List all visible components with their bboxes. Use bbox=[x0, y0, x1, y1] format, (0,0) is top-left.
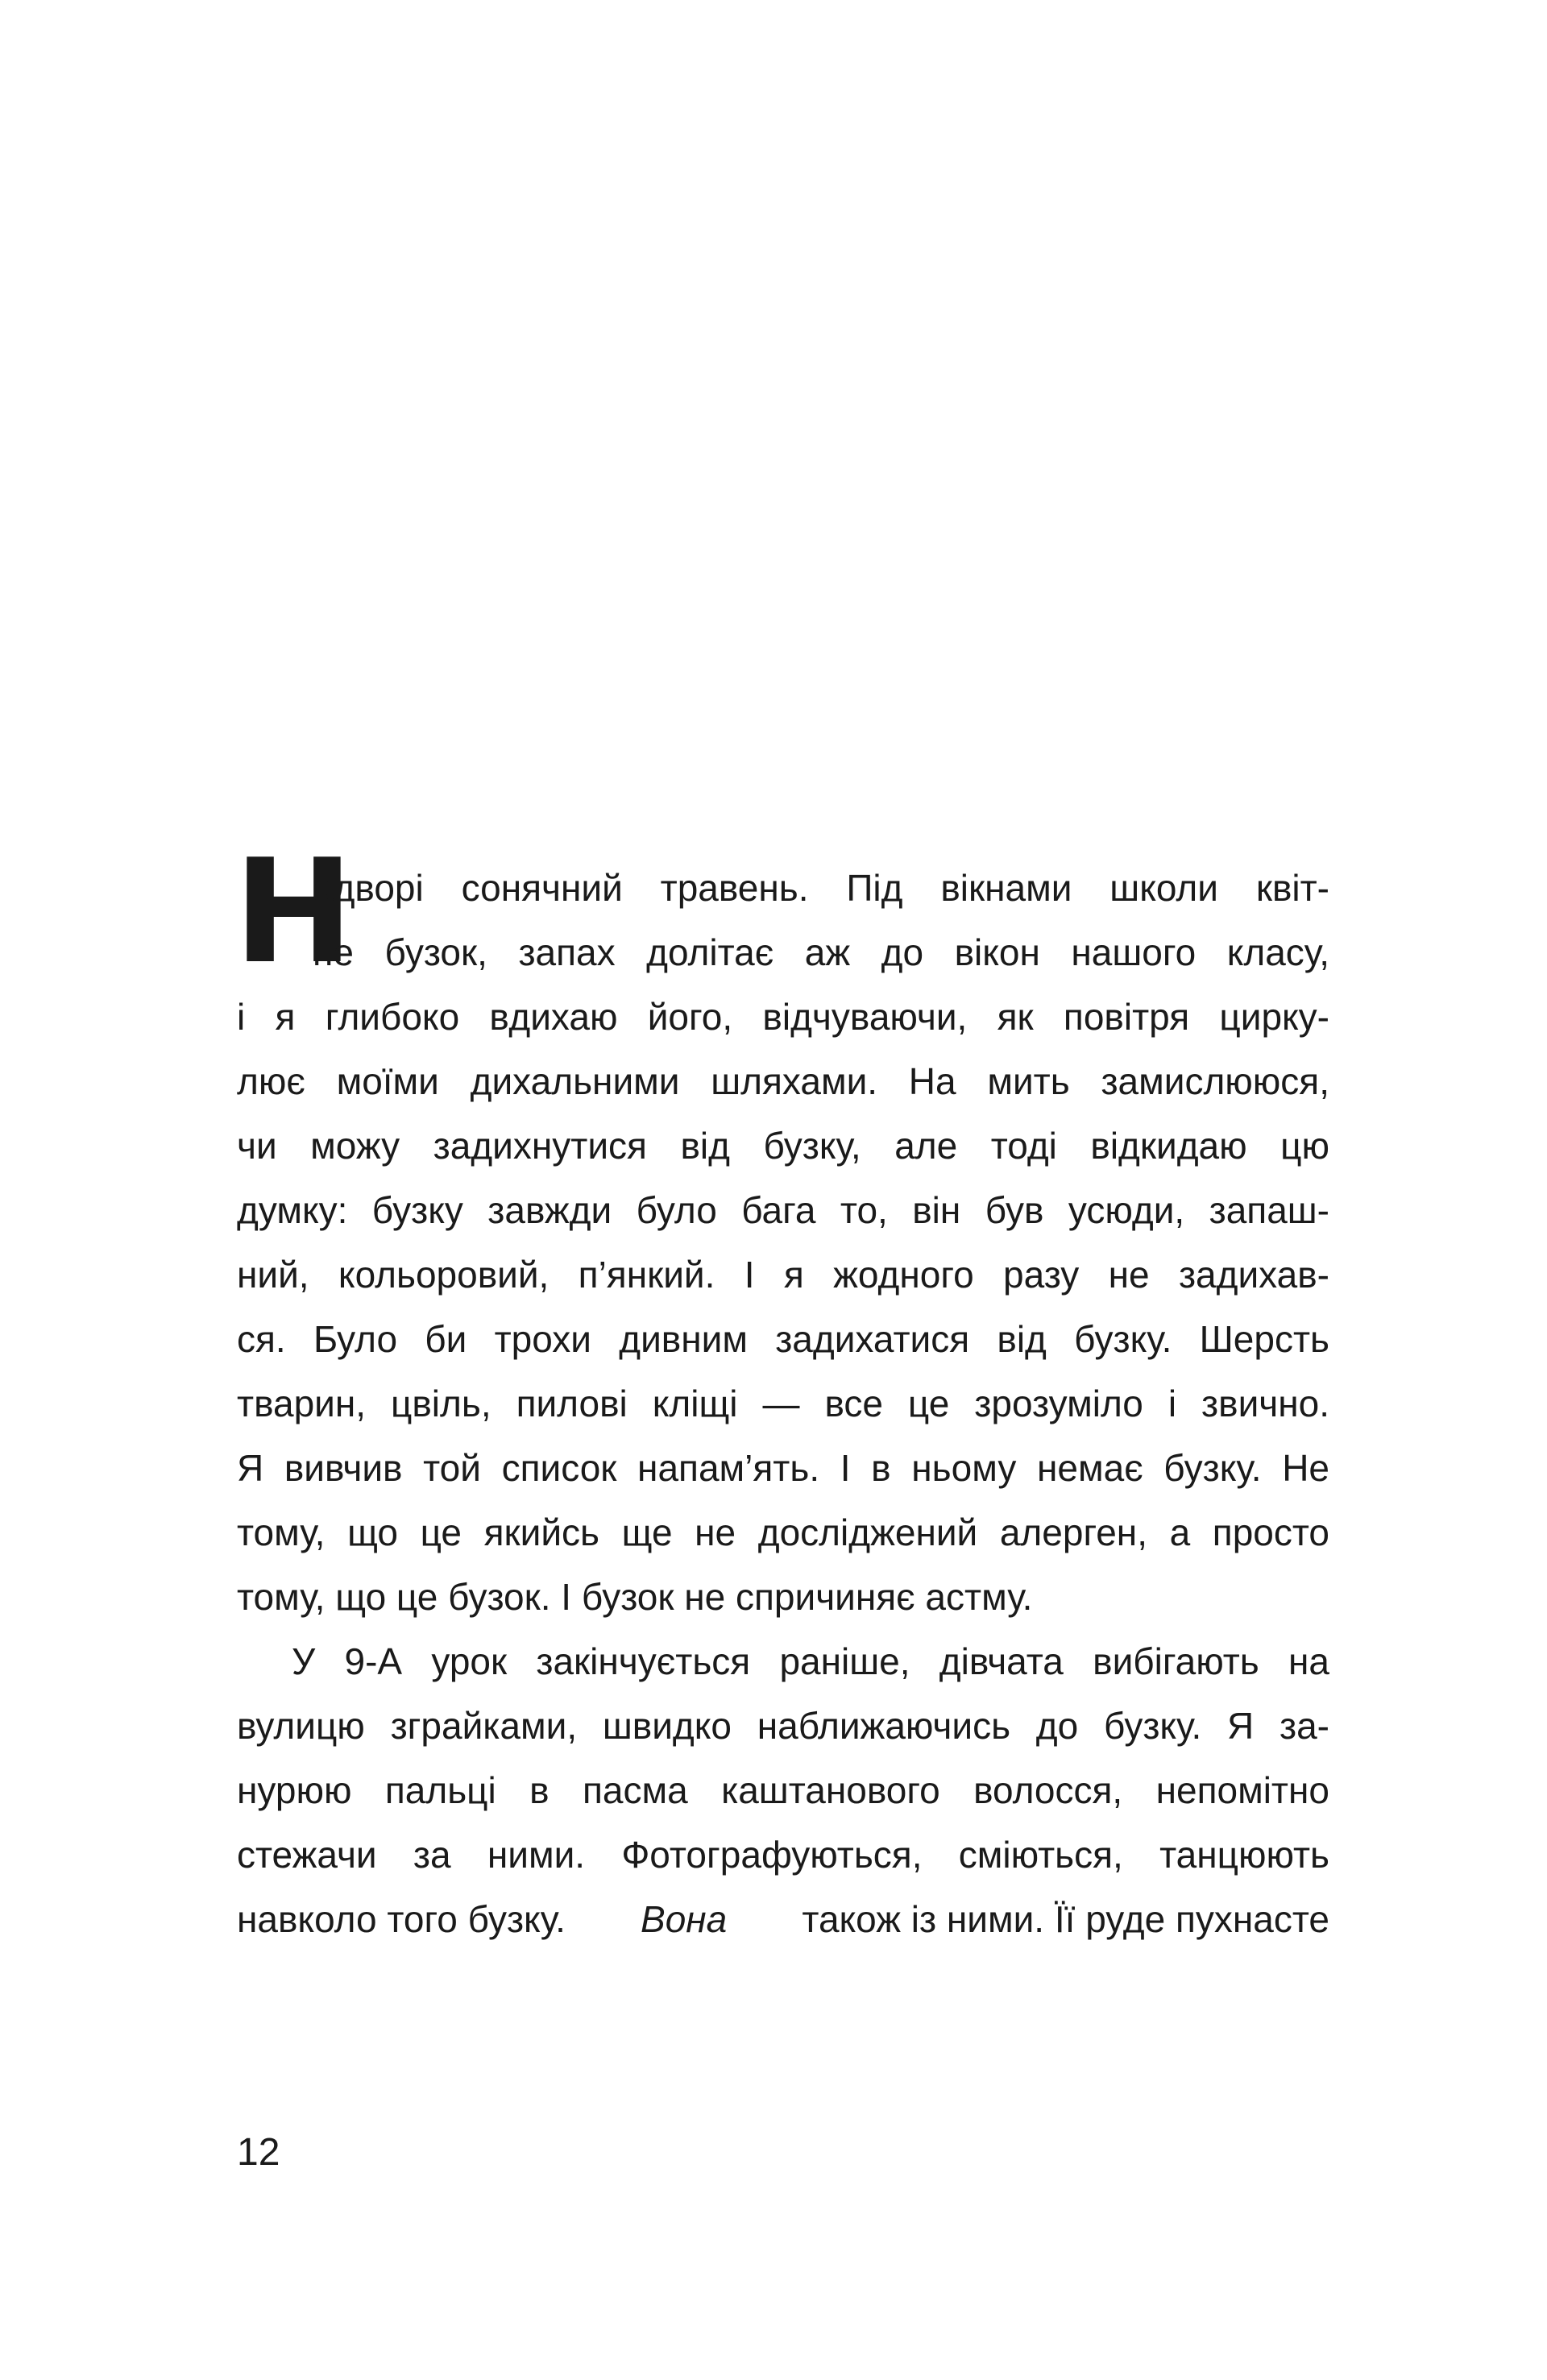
text-line: ся. Було би трохи дивним задихатися від бузку. Шерсть bbox=[237, 1318, 1329, 1360]
text-line: адворі сонячний травень. Під вікнами школи квіт- bbox=[313, 867, 1329, 909]
text-line: ний, кольоровий, п’янкий. І я жодного разу не задихав- bbox=[237, 1254, 1329, 1296]
page-number: 12 bbox=[237, 2131, 280, 2174]
text-line: тварин, цвіль, пилові кліщі — все це зрозуміло і звично. bbox=[237, 1383, 1329, 1424]
text-segment: навколо того бузку. bbox=[237, 1898, 566, 1940]
text-segment: також із ними. Її руде пухнасте bbox=[802, 1898, 1329, 1940]
text-line: тому, що це бузок. І бузок не спричиняє астму. bbox=[237, 1576, 1033, 1618]
text-line: лює моїми дихальними шляхами. На мить замислююся, bbox=[237, 1060, 1329, 1102]
text-line: думку: бузку завжди було бага то, він був усюди, запаш- bbox=[237, 1189, 1329, 1231]
text-line: і я глибоко вдихаю його, відчуваючи, як повітря цирку- bbox=[237, 996, 1329, 1038]
text-line: Я вивчив той список напам’ять. І в ньому немає бузку. Не bbox=[237, 1447, 1329, 1489]
text-line: стежачи за ними. Фотографуються, сміються, танцюють bbox=[237, 1834, 1329, 1876]
drop-cap: Н bbox=[234, 828, 354, 995]
text-line: чи можу задихнутися від бузку, але тоді відкидаю цю bbox=[237, 1125, 1329, 1167]
text-line: не бузок, запах долітає аж до вікон нашого класу, bbox=[313, 931, 1329, 973]
text-line: У 9-А урок закінчується раніше, дівчата вибігають на bbox=[292, 1640, 1329, 1682]
text-line bbox=[237, 1887, 1329, 1951]
text-line: нурюю пальці в пасма каштанового волосся, непомітно bbox=[237, 1769, 1329, 1811]
text-line: тому, що це якийсь ще не досліджений алерген, а просто bbox=[237, 1511, 1329, 1553]
text-line: вулицю зграйками, швидко наближаючись до бузку. Я за- bbox=[237, 1705, 1329, 1747]
italic-text: Вона bbox=[641, 1898, 728, 1940]
